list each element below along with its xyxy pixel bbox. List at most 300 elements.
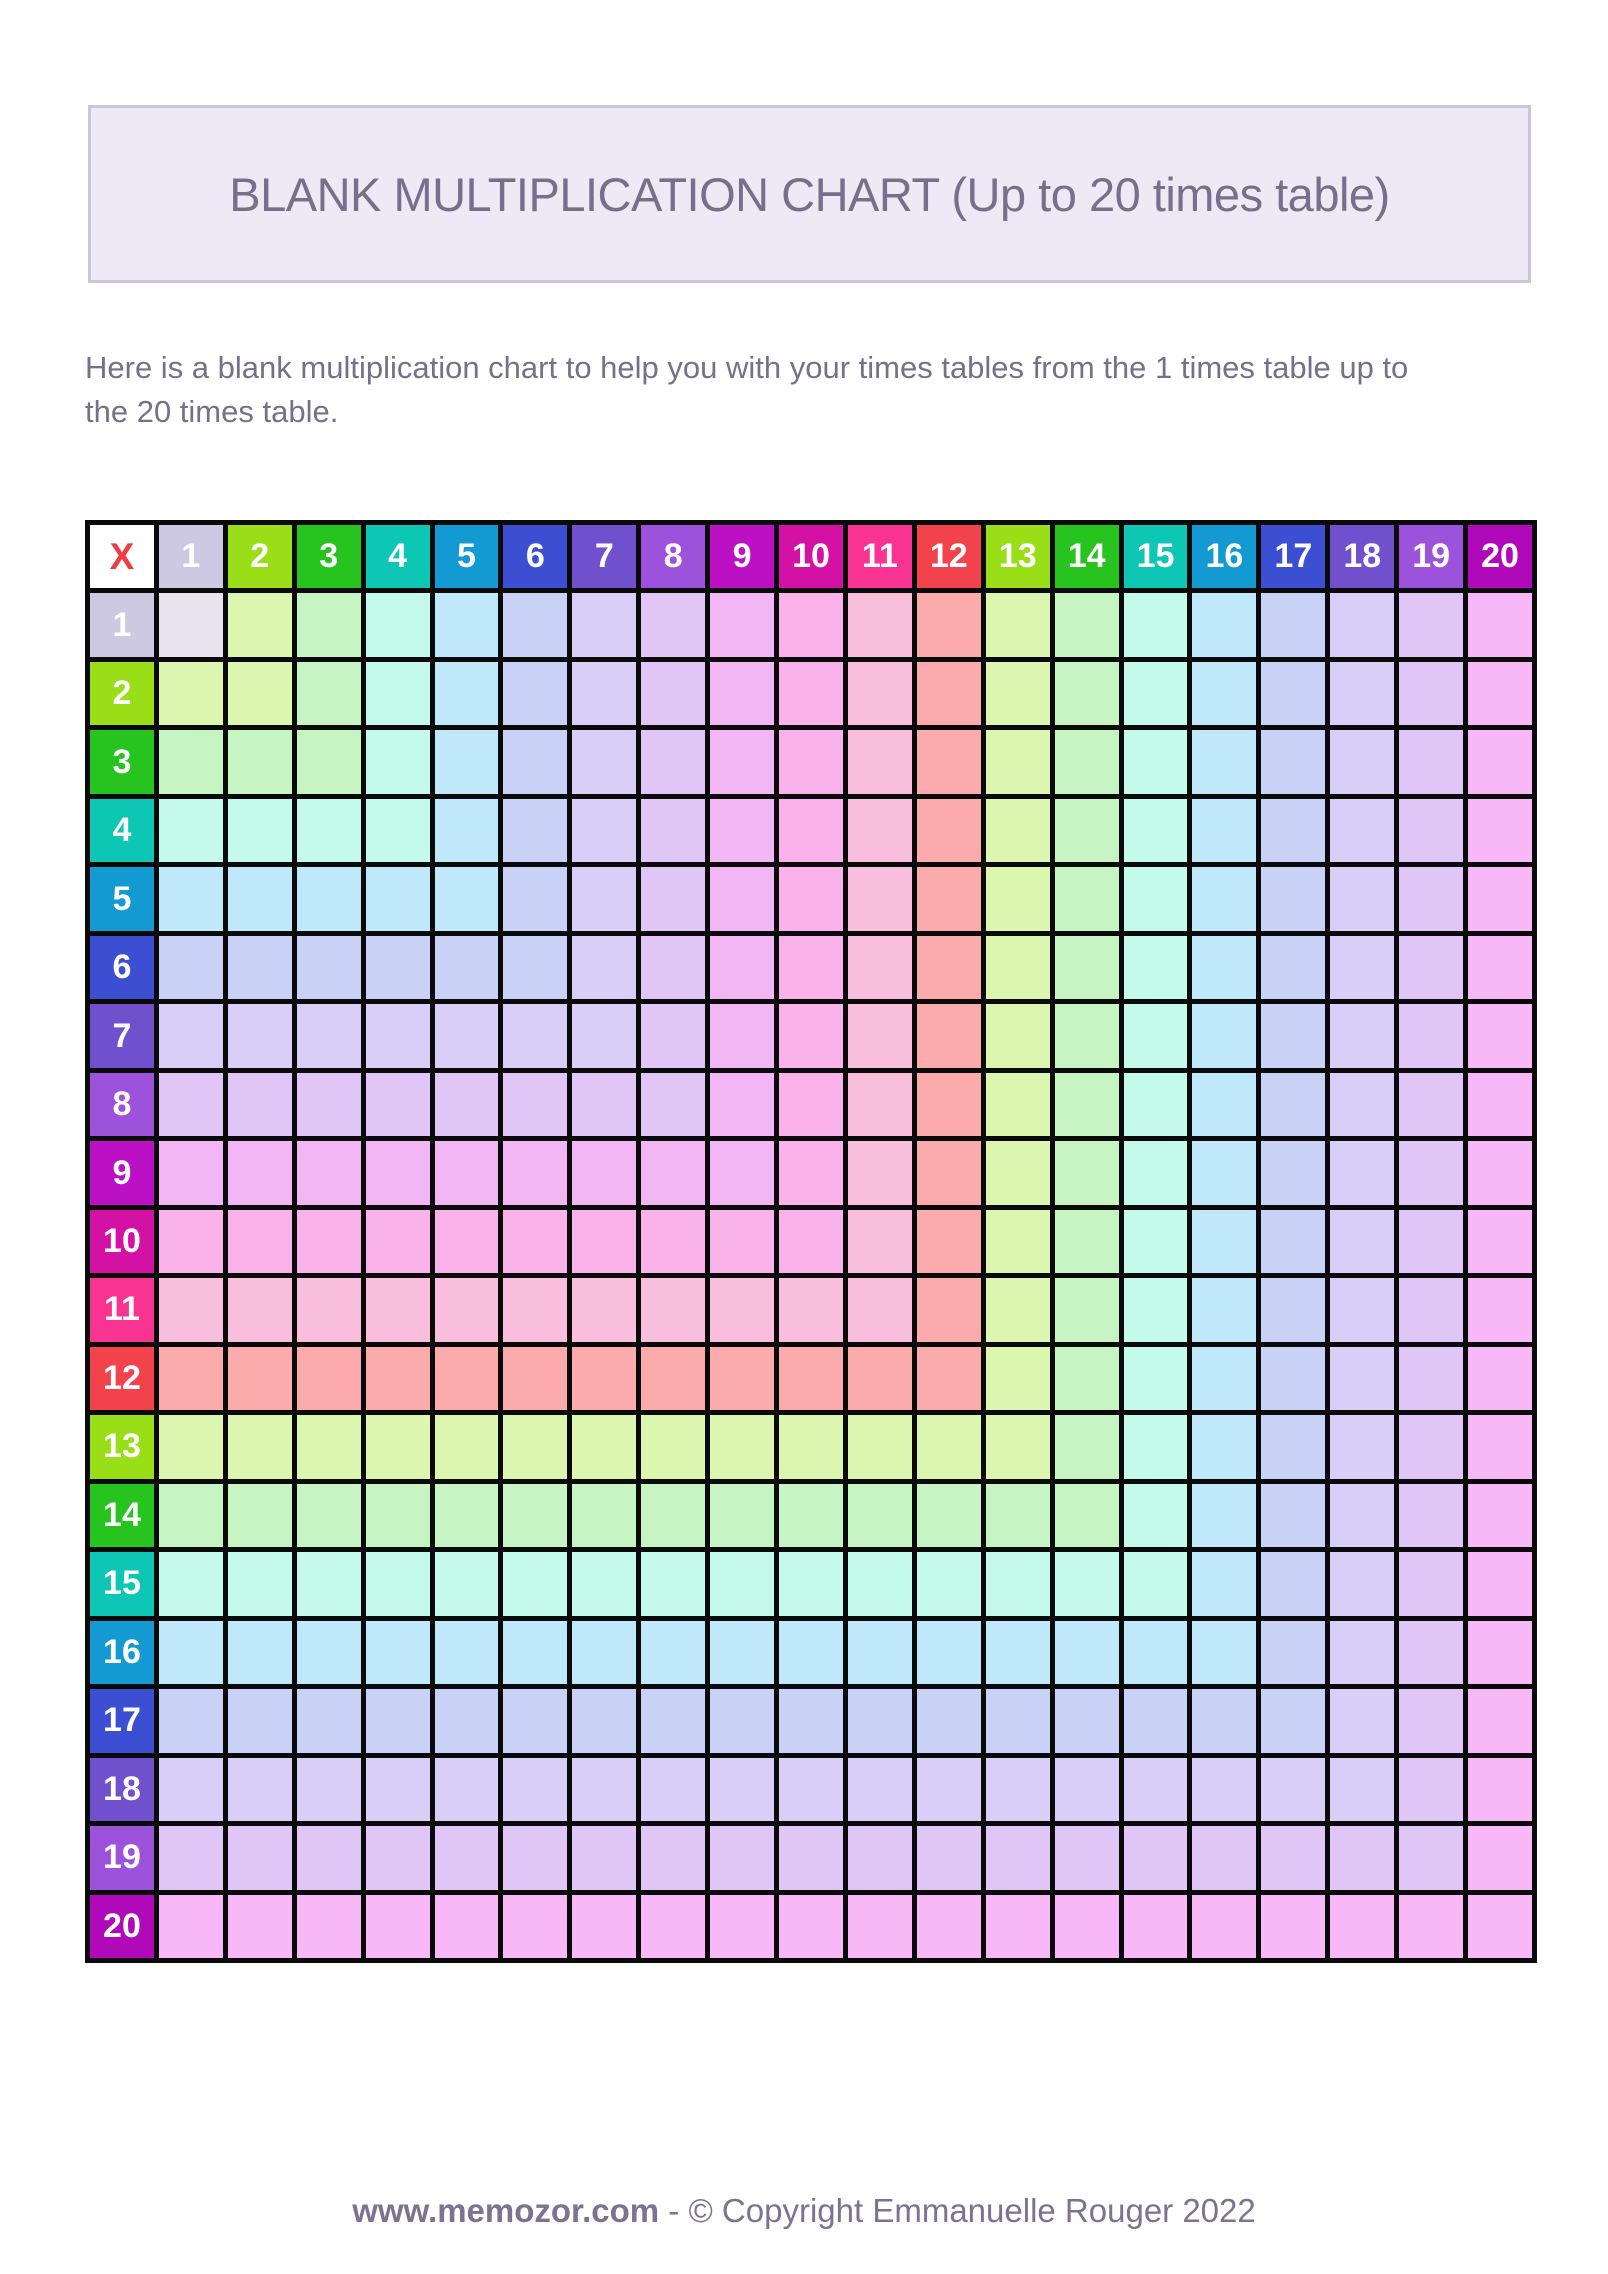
blank-cell-15x4 — [366, 1552, 430, 1615]
blank-cell-10x6 — [503, 1210, 567, 1273]
blank-cell-1x18 — [1330, 593, 1394, 656]
blank-cell-17x10 — [779, 1689, 843, 1752]
blank-cell-10x2 — [228, 1210, 292, 1273]
blank-cell-10x3 — [297, 1210, 361, 1273]
blank-cell-3x11 — [848, 730, 912, 793]
blank-cell-9x5 — [435, 1141, 499, 1204]
blank-cell-15x20 — [1468, 1552, 1532, 1615]
blank-cell-12x11 — [848, 1347, 912, 1410]
blank-cell-11x15 — [1124, 1278, 1188, 1341]
blank-cell-17x4 — [366, 1689, 430, 1752]
blank-cell-12x20 — [1468, 1347, 1532, 1410]
blank-cell-15x16 — [1192, 1552, 1256, 1615]
blank-cell-9x8 — [641, 1141, 705, 1204]
blank-cell-18x15 — [1124, 1758, 1188, 1821]
blank-cell-5x18 — [1330, 867, 1394, 930]
blank-cell-20x3 — [297, 1895, 361, 1958]
blank-cell-15x11 — [848, 1552, 912, 1615]
blank-cell-18x9 — [710, 1758, 774, 1821]
blank-cell-7x6 — [503, 1004, 567, 1067]
blank-cell-13x2 — [228, 1415, 292, 1478]
blank-cell-13x19 — [1399, 1415, 1463, 1478]
blank-cell-8x4 — [366, 1073, 430, 1136]
blank-cell-19x18 — [1330, 1826, 1394, 1889]
blank-cell-14x16 — [1192, 1484, 1256, 1547]
blank-cell-19x13 — [986, 1826, 1050, 1889]
blank-cell-3x10 — [779, 730, 843, 793]
blank-cell-2x15 — [1124, 662, 1188, 725]
blank-cell-13x6 — [503, 1415, 567, 1478]
blank-cell-5x5 — [435, 867, 499, 930]
blank-cell-12x5 — [435, 1347, 499, 1410]
blank-cell-7x15 — [1124, 1004, 1188, 1067]
blank-cell-3x18 — [1330, 730, 1394, 793]
blank-cell-6x1 — [159, 936, 223, 999]
row-header-8: 8 — [90, 1073, 154, 1136]
blank-cell-19x6 — [503, 1826, 567, 1889]
blank-cell-13x17 — [1261, 1415, 1325, 1478]
blank-cell-1x11 — [848, 593, 912, 656]
blank-cell-18x1 — [159, 1758, 223, 1821]
blank-cell-12x10 — [779, 1347, 843, 1410]
blank-cell-17x13 — [986, 1689, 1050, 1752]
row-header-1: 1 — [90, 593, 154, 656]
blank-cell-19x3 — [297, 1826, 361, 1889]
blank-cell-1x14 — [1055, 593, 1119, 656]
row-header-17: 17 — [90, 1689, 154, 1752]
blank-cell-13x7 — [572, 1415, 636, 1478]
blank-cell-18x5 — [435, 1758, 499, 1821]
blank-cell-12x16 — [1192, 1347, 1256, 1410]
row-header-11: 11 — [90, 1278, 154, 1341]
column-header-3: 3 — [297, 525, 361, 588]
row-header-13: 13 — [90, 1415, 154, 1478]
blank-cell-3x9 — [710, 730, 774, 793]
blank-cell-13x5 — [435, 1415, 499, 1478]
blank-cell-5x7 — [572, 867, 636, 930]
blank-cell-18x11 — [848, 1758, 912, 1821]
blank-cell-7x4 — [366, 1004, 430, 1067]
blank-cell-4x10 — [779, 799, 843, 862]
blank-cell-12x14 — [1055, 1347, 1119, 1410]
blank-cell-6x7 — [572, 936, 636, 999]
blank-cell-2x5 — [435, 662, 499, 725]
row-header-16: 16 — [90, 1621, 154, 1684]
title-banner — [88, 105, 1531, 283]
blank-cell-2x6 — [503, 662, 567, 725]
blank-cell-10x7 — [572, 1210, 636, 1273]
corner-x-cell: X — [90, 525, 154, 588]
blank-cell-13x11 — [848, 1415, 912, 1478]
blank-cell-11x5 — [435, 1278, 499, 1341]
row-header-14: 14 — [90, 1484, 154, 1547]
blank-cell-19x4 — [366, 1826, 430, 1889]
blank-cell-1x12 — [917, 593, 981, 656]
blank-cell-9x4 — [366, 1141, 430, 1204]
blank-cell-18x20 — [1468, 1758, 1532, 1821]
column-header-20: 20 — [1468, 525, 1532, 588]
blank-cell-1x19 — [1399, 593, 1463, 656]
blank-cell-15x9 — [710, 1552, 774, 1615]
blank-cell-7x18 — [1330, 1004, 1394, 1067]
blank-cell-3x17 — [1261, 730, 1325, 793]
blank-cell-17x19 — [1399, 1689, 1463, 1752]
blank-cell-14x9 — [710, 1484, 774, 1547]
blank-cell-8x5 — [435, 1073, 499, 1136]
blank-cell-10x9 — [710, 1210, 774, 1273]
blank-cell-3x15 — [1124, 730, 1188, 793]
blank-cell-7x17 — [1261, 1004, 1325, 1067]
row-header-9: 9 — [90, 1141, 154, 1204]
blank-cell-4x19 — [1399, 799, 1463, 862]
blank-cell-16x13 — [986, 1621, 1050, 1684]
blank-cell-4x2 — [228, 799, 292, 862]
row-header-20: 20 — [90, 1895, 154, 1958]
blank-cell-10x4 — [366, 1210, 430, 1273]
blank-cell-2x14 — [1055, 662, 1119, 725]
blank-cell-12x4 — [366, 1347, 430, 1410]
blank-cell-10x1 — [159, 1210, 223, 1273]
blank-cell-1x16 — [1192, 593, 1256, 656]
blank-cell-9x2 — [228, 1141, 292, 1204]
blank-cell-20x10 — [779, 1895, 843, 1958]
blank-cell-5x9 — [710, 867, 774, 930]
blank-cell-15x3 — [297, 1552, 361, 1615]
blank-cell-1x10 — [779, 593, 843, 656]
blank-cell-1x3 — [297, 593, 361, 656]
blank-cell-4x11 — [848, 799, 912, 862]
blank-cell-7x2 — [228, 1004, 292, 1067]
blank-cell-13x12 — [917, 1415, 981, 1478]
blank-cell-8x2 — [228, 1073, 292, 1136]
blank-cell-1x17 — [1261, 593, 1325, 656]
blank-cell-10x10 — [779, 1210, 843, 1273]
blank-cell-2x19 — [1399, 662, 1463, 725]
blank-cell-17x1 — [159, 1689, 223, 1752]
blank-cell-12x19 — [1399, 1347, 1463, 1410]
blank-cell-13x18 — [1330, 1415, 1394, 1478]
blank-cell-13x13 — [986, 1415, 1050, 1478]
blank-cell-19x16 — [1192, 1826, 1256, 1889]
blank-cell-1x8 — [641, 593, 705, 656]
blank-cell-4x1 — [159, 799, 223, 862]
blank-cell-20x14 — [1055, 1895, 1119, 1958]
blank-cell-4x5 — [435, 799, 499, 862]
blank-cell-4x15 — [1124, 799, 1188, 862]
blank-cell-6x13 — [986, 936, 1050, 999]
blank-cell-13x16 — [1192, 1415, 1256, 1478]
row-header-6: 6 — [90, 936, 154, 999]
blank-cell-16x18 — [1330, 1621, 1394, 1684]
blank-cell-11x4 — [366, 1278, 430, 1341]
blank-cell-16x16 — [1192, 1621, 1256, 1684]
blank-cell-5x12 — [917, 867, 981, 930]
blank-cell-14x20 — [1468, 1484, 1532, 1547]
blank-cell-9x7 — [572, 1141, 636, 1204]
blank-cell-20x15 — [1124, 1895, 1188, 1958]
blank-cell-13x15 — [1124, 1415, 1188, 1478]
blank-cell-3x8 — [641, 730, 705, 793]
blank-cell-14x15 — [1124, 1484, 1188, 1547]
blank-cell-4x16 — [1192, 799, 1256, 862]
blank-cell-20x20 — [1468, 1895, 1532, 1958]
blank-cell-5x4 — [366, 867, 430, 930]
blank-cell-2x18 — [1330, 662, 1394, 725]
blank-cell-4x18 — [1330, 799, 1394, 862]
blank-cell-17x11 — [848, 1689, 912, 1752]
blank-cell-12x17 — [1261, 1347, 1325, 1410]
blank-cell-16x7 — [572, 1621, 636, 1684]
blank-cell-14x8 — [641, 1484, 705, 1547]
blank-cell-3x5 — [435, 730, 499, 793]
blank-cell-10x18 — [1330, 1210, 1394, 1273]
blank-cell-2x8 — [641, 662, 705, 725]
blank-cell-7x12 — [917, 1004, 981, 1067]
blank-cell-4x3 — [297, 799, 361, 862]
footer-copyright: © Copyright Emmanuelle Rouger 2022 — [688, 2192, 1256, 2229]
blank-cell-11x6 — [503, 1278, 567, 1341]
blank-cell-17x6 — [503, 1689, 567, 1752]
blank-cell-9x11 — [848, 1141, 912, 1204]
blank-cell-3x7 — [572, 730, 636, 793]
blank-cell-16x17 — [1261, 1621, 1325, 1684]
blank-cell-14x17 — [1261, 1484, 1325, 1547]
blank-cell-18x18 — [1330, 1758, 1394, 1821]
blank-cell-13x3 — [297, 1415, 361, 1478]
blank-cell-16x19 — [1399, 1621, 1463, 1684]
blank-cell-5x3 — [297, 867, 361, 930]
blank-cell-16x20 — [1468, 1621, 1532, 1684]
blank-cell-8x15 — [1124, 1073, 1188, 1136]
blank-cell-19x12 — [917, 1826, 981, 1889]
blank-cell-4x17 — [1261, 799, 1325, 862]
blank-cell-5x6 — [503, 867, 567, 930]
blank-cell-19x2 — [228, 1826, 292, 1889]
blank-cell-11x18 — [1330, 1278, 1394, 1341]
blank-cell-15x5 — [435, 1552, 499, 1615]
blank-cell-6x11 — [848, 936, 912, 999]
blank-cell-15x17 — [1261, 1552, 1325, 1615]
blank-cell-2x7 — [572, 662, 636, 725]
blank-cell-7x5 — [435, 1004, 499, 1067]
blank-cell-19x17 — [1261, 1826, 1325, 1889]
blank-cell-3x6 — [503, 730, 567, 793]
blank-cell-9x15 — [1124, 1141, 1188, 1204]
blank-cell-17x15 — [1124, 1689, 1188, 1752]
blank-cell-16x8 — [641, 1621, 705, 1684]
blank-cell-19x11 — [848, 1826, 912, 1889]
blank-cell-9x16 — [1192, 1141, 1256, 1204]
blank-cell-14x10 — [779, 1484, 843, 1547]
blank-cell-17x2 — [228, 1689, 292, 1752]
blank-cell-18x13 — [986, 1758, 1050, 1821]
blank-cell-7x13 — [986, 1004, 1050, 1067]
blank-cell-4x4 — [366, 799, 430, 862]
blank-cell-5x11 — [848, 867, 912, 930]
blank-cell-18x2 — [228, 1758, 292, 1821]
blank-cell-11x17 — [1261, 1278, 1325, 1341]
blank-cell-8x1 — [159, 1073, 223, 1136]
blank-cell-9x19 — [1399, 1141, 1463, 1204]
blank-cell-10x16 — [1192, 1210, 1256, 1273]
blank-cell-7x8 — [641, 1004, 705, 1067]
blank-cell-8x8 — [641, 1073, 705, 1136]
row-header-15: 15 — [90, 1552, 154, 1615]
blank-cell-19x20 — [1468, 1826, 1532, 1889]
blank-cell-19x9 — [710, 1826, 774, 1889]
blank-cell-12x7 — [572, 1347, 636, 1410]
blank-cell-1x2 — [228, 593, 292, 656]
blank-cell-9x1 — [159, 1141, 223, 1204]
row-header-19: 19 — [90, 1826, 154, 1889]
blank-cell-11x12 — [917, 1278, 981, 1341]
blank-cell-8x18 — [1330, 1073, 1394, 1136]
blank-cell-9x6 — [503, 1141, 567, 1204]
blank-cell-12x3 — [297, 1347, 361, 1410]
row-header-7: 7 — [90, 1004, 154, 1067]
blank-cell-11x9 — [710, 1278, 774, 1341]
blank-cell-2x4 — [366, 662, 430, 725]
blank-cell-3x14 — [1055, 730, 1119, 793]
blank-cell-10x14 — [1055, 1210, 1119, 1273]
blank-cell-17x12 — [917, 1689, 981, 1752]
blank-cell-11x8 — [641, 1278, 705, 1341]
blank-cell-3x1 — [159, 730, 223, 793]
blank-cell-9x10 — [779, 1141, 843, 1204]
blank-cell-18x3 — [297, 1758, 361, 1821]
blank-cell-13x1 — [159, 1415, 223, 1478]
blank-cell-20x1 — [159, 1895, 223, 1958]
blank-cell-12x6 — [503, 1347, 567, 1410]
intro-text — [85, 346, 1555, 434]
blank-cell-14x7 — [572, 1484, 636, 1547]
blank-cell-17x14 — [1055, 1689, 1119, 1752]
blank-cell-6x14 — [1055, 936, 1119, 999]
blank-cell-19x10 — [779, 1826, 843, 1889]
blank-cell-4x20 — [1468, 799, 1532, 862]
blank-cell-15x19 — [1399, 1552, 1463, 1615]
blank-cell-14x14 — [1055, 1484, 1119, 1547]
blank-cell-17x9 — [710, 1689, 774, 1752]
footer-separator: - — [668, 2192, 680, 2229]
blank-cell-10x19 — [1399, 1210, 1463, 1273]
blank-cell-4x8 — [641, 799, 705, 862]
blank-cell-10x15 — [1124, 1210, 1188, 1273]
blank-cell-15x1 — [159, 1552, 223, 1615]
row-header-3: 3 — [90, 730, 154, 793]
column-header-4: 4 — [366, 525, 430, 588]
blank-cell-9x17 — [1261, 1141, 1325, 1204]
blank-cell-5x20 — [1468, 867, 1532, 930]
blank-cell-4x6 — [503, 799, 567, 862]
blank-cell-16x14 — [1055, 1621, 1119, 1684]
blank-cell-6x4 — [366, 936, 430, 999]
blank-cell-8x14 — [1055, 1073, 1119, 1136]
column-header-19: 19 — [1399, 525, 1463, 588]
blank-cell-1x13 — [986, 593, 1050, 656]
blank-cell-6x8 — [641, 936, 705, 999]
blank-cell-20x18 — [1330, 1895, 1394, 1958]
blank-cell-3x13 — [986, 730, 1050, 793]
blank-cell-1x20 — [1468, 593, 1532, 656]
blank-cell-16x10 — [779, 1621, 843, 1684]
blank-cell-17x18 — [1330, 1689, 1394, 1752]
blank-cell-20x4 — [366, 1895, 430, 1958]
blank-cell-6x3 — [297, 936, 361, 999]
blank-cell-14x3 — [297, 1484, 361, 1547]
blank-cell-6x6 — [503, 936, 567, 999]
blank-cell-8x17 — [1261, 1073, 1325, 1136]
blank-cell-9x14 — [1055, 1141, 1119, 1204]
blank-cell-20x17 — [1261, 1895, 1325, 1958]
column-header-16: 16 — [1192, 525, 1256, 588]
blank-cell-16x12 — [917, 1621, 981, 1684]
blank-cell-13x8 — [641, 1415, 705, 1478]
column-header-5: 5 — [435, 525, 499, 588]
blank-cell-14x6 — [503, 1484, 567, 1547]
blank-cell-11x3 — [297, 1278, 361, 1341]
row-header-2: 2 — [90, 662, 154, 725]
blank-cell-12x9 — [710, 1347, 774, 1410]
blank-cell-16x3 — [297, 1621, 361, 1684]
blank-cell-10x12 — [917, 1210, 981, 1273]
blank-cell-4x7 — [572, 799, 636, 862]
blank-cell-1x6 — [503, 593, 567, 656]
blank-cell-12x18 — [1330, 1347, 1394, 1410]
blank-cell-15x10 — [779, 1552, 843, 1615]
blank-cell-13x20 — [1468, 1415, 1532, 1478]
blank-cell-17x5 — [435, 1689, 499, 1752]
blank-cell-9x20 — [1468, 1141, 1532, 1204]
blank-cell-17x16 — [1192, 1689, 1256, 1752]
blank-cell-15x15 — [1124, 1552, 1188, 1615]
blank-cell-8x7 — [572, 1073, 636, 1136]
column-header-6: 6 — [503, 525, 567, 588]
blank-cell-5x17 — [1261, 867, 1325, 930]
blank-cell-20x7 — [572, 1895, 636, 1958]
column-header-9: 9 — [710, 525, 774, 588]
blank-cell-1x9 — [710, 593, 774, 656]
blank-cell-6x18 — [1330, 936, 1394, 999]
blank-cell-7x20 — [1468, 1004, 1532, 1067]
blank-cell-8x9 — [710, 1073, 774, 1136]
blank-cell-18x7 — [572, 1758, 636, 1821]
blank-cell-7x3 — [297, 1004, 361, 1067]
blank-cell-1x4 — [366, 593, 430, 656]
blank-cell-10x20 — [1468, 1210, 1532, 1273]
blank-cell-12x15 — [1124, 1347, 1188, 1410]
blank-cell-8x19 — [1399, 1073, 1463, 1136]
blank-cell-8x20 — [1468, 1073, 1532, 1136]
column-header-10: 10 — [779, 525, 843, 588]
blank-cell-20x9 — [710, 1895, 774, 1958]
blank-cell-8x3 — [297, 1073, 361, 1136]
blank-cell-19x14 — [1055, 1826, 1119, 1889]
intro-line-2: the 20 times table. — [85, 394, 339, 429]
blank-cell-20x19 — [1399, 1895, 1463, 1958]
blank-cell-10x17 — [1261, 1210, 1325, 1273]
blank-cell-12x8 — [641, 1347, 705, 1410]
column-header-12: 12 — [917, 525, 981, 588]
blank-cell-11x19 — [1399, 1278, 1463, 1341]
blank-cell-19x7 — [572, 1826, 636, 1889]
blank-cell-17x20 — [1468, 1689, 1532, 1752]
blank-cell-2x17 — [1261, 662, 1325, 725]
blank-cell-2x9 — [710, 662, 774, 725]
blank-cell-20x12 — [917, 1895, 981, 1958]
blank-cell-4x9 — [710, 799, 774, 862]
blank-cell-11x20 — [1468, 1278, 1532, 1341]
